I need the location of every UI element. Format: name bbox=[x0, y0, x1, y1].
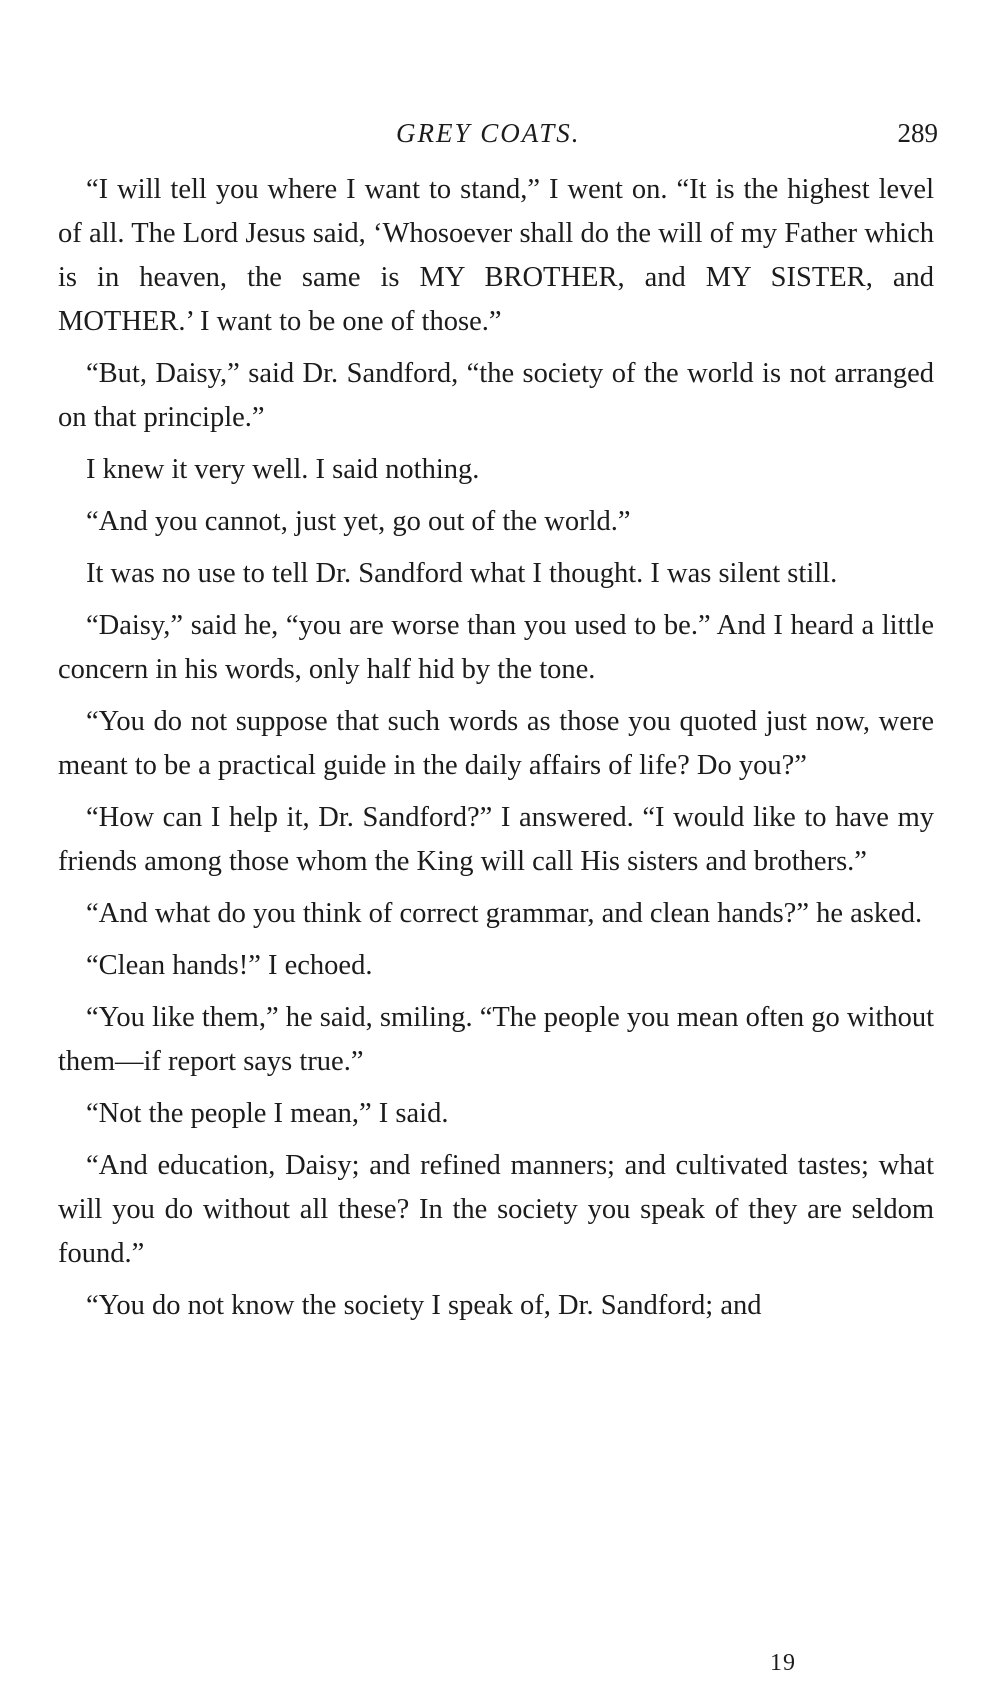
paragraph: “Not the people I mean,” I said. bbox=[86, 1098, 449, 1129]
paragraph: “And what do you think of correct grammar, and clean hands?” he asked. bbox=[86, 898, 923, 929]
running-title: GREY COATS. bbox=[396, 118, 581, 148]
paragraph: “I will tell you where I want to stand,” I went on. “It is the highest level of all. The Lord Jesus said, ‘Whosoever shall do the will of my Father which is in heaven, the same is MY BROTHER, and MY SISTER, and MOTHER.’ I want to be one of those.” bbox=[58, 174, 934, 337]
paragraph: I knew it very well. I said nothing. bbox=[86, 454, 480, 485]
paragraph: “Daisy,” said he, “you are worse than you used to be.” And I heard a little concern in his words, only half hid by the tone. bbox=[58, 610, 934, 685]
paragraph: It was no use to tell Dr. Sandford what I thought. I was silent still. bbox=[86, 558, 838, 589]
page-number: 289 bbox=[897, 118, 938, 148]
paragraph: “How can I help it, Dr. Sandford?” I answered. “I would like to have my friends among those whom the King will call His sisters and brothers.” bbox=[58, 802, 934, 877]
body-text bbox=[58, 168, 934, 1328]
paragraph: “You like them,” he said, smiling. “The people you mean often go without them—if report says true.” bbox=[58, 1002, 934, 1077]
paragraph: “And education, Daisy; and refined manners; and cultivated tastes; what will you do without all these? In the society you speak of they are seldom found.” bbox=[58, 1150, 934, 1269]
paragraph: “Clean hands!” I echoed. bbox=[86, 950, 373, 981]
signature-mark: 19 bbox=[770, 1650, 796, 1676]
running-head bbox=[0, 118, 1000, 158]
paragraph: “You do not know the society I speak of, Dr. Sandford; and bbox=[86, 1290, 762, 1321]
paragraph: “You do not suppose that such words as those you quoted just now, were meant to be a practical guide in the daily affairs of life? Do you?” bbox=[58, 706, 934, 781]
paragraph: “And you cannot, just yet, go out of the world.” bbox=[86, 506, 631, 537]
paragraph: “But, Daisy,” said Dr. Sandford, “the society of the world is not arranged on that principle.” bbox=[58, 358, 934, 433]
